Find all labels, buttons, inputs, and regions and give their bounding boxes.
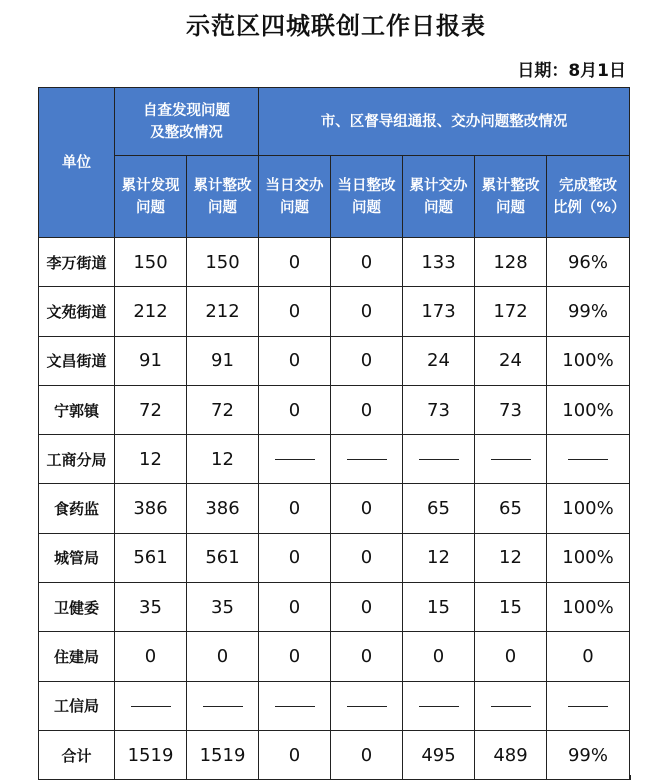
value-cell: 73 — [403, 385, 475, 434]
value-cell — [475, 681, 547, 730]
value-cell: 91 — [187, 336, 259, 385]
dash-placeholder — [203, 706, 243, 707]
unit-cell: 合计 — [39, 730, 115, 779]
table-continuation — [38, 775, 631, 780]
value-cell — [187, 681, 259, 730]
value-cell: 72 — [187, 385, 259, 434]
value-cell: 12 — [475, 533, 547, 582]
header-col: 完成整改比例（%） — [547, 156, 630, 238]
header-col: 累计整改问题 — [187, 156, 259, 238]
unit-cell: 卫健委 — [39, 583, 115, 632]
unit-cell: 食药监 — [39, 484, 115, 533]
value-cell: 0 — [331, 730, 403, 779]
header-col: 当日交办问题 — [259, 156, 331, 238]
value-cell: 0 — [259, 632, 331, 681]
value-cell — [331, 435, 403, 484]
value-cell: 212 — [187, 287, 259, 336]
value-cell — [475, 435, 547, 484]
value-cell: 1519 — [115, 730, 187, 779]
dash-placeholder — [491, 459, 531, 460]
value-cell — [403, 435, 475, 484]
unit-cell: 住建局 — [39, 632, 115, 681]
value-cell: 128 — [475, 238, 547, 287]
value-cell: 99% — [547, 730, 630, 779]
value-cell: 0 — [331, 632, 403, 681]
table-row — [39, 385, 630, 434]
value-cell: 35 — [115, 583, 187, 632]
value-cell: 0 — [331, 583, 403, 632]
value-cell: 0 — [259, 533, 331, 582]
value-cell: 12 — [187, 435, 259, 484]
value-cell: 133 — [403, 238, 475, 287]
value-cell — [547, 435, 630, 484]
value-cell: 489 — [475, 730, 547, 779]
value-cell: 386 — [115, 484, 187, 533]
value-cell — [403, 681, 475, 730]
header-unit: 单位 — [39, 88, 115, 238]
header-col: 累计整改问题 — [475, 156, 547, 238]
value-cell — [259, 681, 331, 730]
value-cell: 172 — [475, 287, 547, 336]
header-col: 累计发现问题 — [115, 156, 187, 238]
header-col: 累计交办问题 — [403, 156, 475, 238]
dash-placeholder — [275, 706, 315, 707]
value-cell — [331, 681, 403, 730]
value-cell: 24 — [475, 336, 547, 385]
value-cell: 100% — [547, 385, 630, 434]
value-cell: 0 — [331, 385, 403, 434]
report-title: 示范区四城联创工作日报表 — [186, 12, 486, 40]
value-cell: 12 — [403, 533, 475, 582]
unit-cell: 工信局 — [39, 681, 115, 730]
header-col: 当日整改问题 — [331, 156, 403, 238]
unit-cell: 文昌街道 — [39, 336, 115, 385]
header-group-supervision: 市、区督导组通报、交办问题整改情况 — [259, 88, 630, 156]
table-row — [39, 336, 630, 385]
value-cell: 0 — [259, 336, 331, 385]
dash-placeholder — [275, 459, 315, 460]
value-cell: 495 — [403, 730, 475, 779]
dash-placeholder — [347, 706, 387, 707]
table-row — [39, 632, 630, 681]
value-cell: 0 — [259, 385, 331, 434]
report-table — [38, 87, 630, 780]
value-cell: 0 — [259, 484, 331, 533]
table-row — [39, 533, 630, 582]
value-cell: 0 — [259, 287, 331, 336]
dash-placeholder — [419, 459, 459, 460]
dash-placeholder — [419, 706, 459, 707]
value-cell: 0 — [475, 632, 547, 681]
value-cell: 65 — [475, 484, 547, 533]
value-cell: 0 — [115, 632, 187, 681]
value-cell — [259, 435, 331, 484]
value-cell — [547, 681, 630, 730]
value-cell: 0 — [331, 533, 403, 582]
value-cell: 0 — [259, 730, 331, 779]
value-cell: 561 — [187, 533, 259, 582]
value-cell: 0 — [547, 632, 630, 681]
dash-placeholder — [347, 459, 387, 460]
value-cell: 386 — [187, 484, 259, 533]
value-cell: 0 — [331, 287, 403, 336]
unit-cell: 文苑街道 — [39, 287, 115, 336]
value-cell: 100% — [547, 484, 630, 533]
value-cell: 561 — [115, 533, 187, 582]
dash-placeholder — [568, 706, 608, 707]
unit-cell: 宁郭镇 — [39, 385, 115, 434]
value-cell: 212 — [115, 287, 187, 336]
value-cell: 91 — [115, 336, 187, 385]
value-cell — [115, 681, 187, 730]
value-cell: 72 — [115, 385, 187, 434]
value-cell: 73 — [475, 385, 547, 434]
value-cell: 35 — [187, 583, 259, 632]
value-cell: 15 — [475, 583, 547, 632]
value-cell: 150 — [187, 238, 259, 287]
table-row — [39, 730, 630, 779]
table-row — [39, 681, 630, 730]
value-cell: 173 — [403, 287, 475, 336]
value-cell: 0 — [331, 484, 403, 533]
unit-cell: 城管局 — [39, 533, 115, 582]
dash-placeholder — [491, 706, 531, 707]
value-cell: 0 — [259, 583, 331, 632]
value-cell: 0 — [187, 632, 259, 681]
value-cell: 0 — [331, 238, 403, 287]
value-cell: 0 — [331, 336, 403, 385]
value-cell: 150 — [115, 238, 187, 287]
value-cell: 96% — [547, 238, 630, 287]
table-row — [39, 484, 630, 533]
value-cell: 15 — [403, 583, 475, 632]
header-group-self-check-text: 自查发现问题及整改情况 — [143, 102, 230, 141]
dash-placeholder — [131, 706, 171, 707]
dash-placeholder — [568, 459, 608, 460]
value-cell: 100% — [547, 583, 630, 632]
value-cell: 24 — [403, 336, 475, 385]
value-cell: 0 — [259, 238, 331, 287]
header-group-self-check — [115, 88, 259, 156]
value-cell: 100% — [547, 533, 630, 582]
value-cell: 1519 — [187, 730, 259, 779]
table-row — [39, 583, 630, 632]
table-row — [39, 238, 630, 287]
value-cell: 99% — [547, 287, 630, 336]
report-date: 日期：8月1日 — [517, 61, 626, 81]
table-body — [39, 238, 630, 780]
unit-cell: 工商分局 — [39, 435, 115, 484]
unit-cell: 李万街道 — [39, 238, 115, 287]
value-cell: 65 — [403, 484, 475, 533]
value-cell: 100% — [547, 336, 630, 385]
value-cell: 12 — [115, 435, 187, 484]
table-row — [39, 287, 630, 336]
value-cell: 0 — [403, 632, 475, 681]
table-row — [39, 435, 630, 484]
